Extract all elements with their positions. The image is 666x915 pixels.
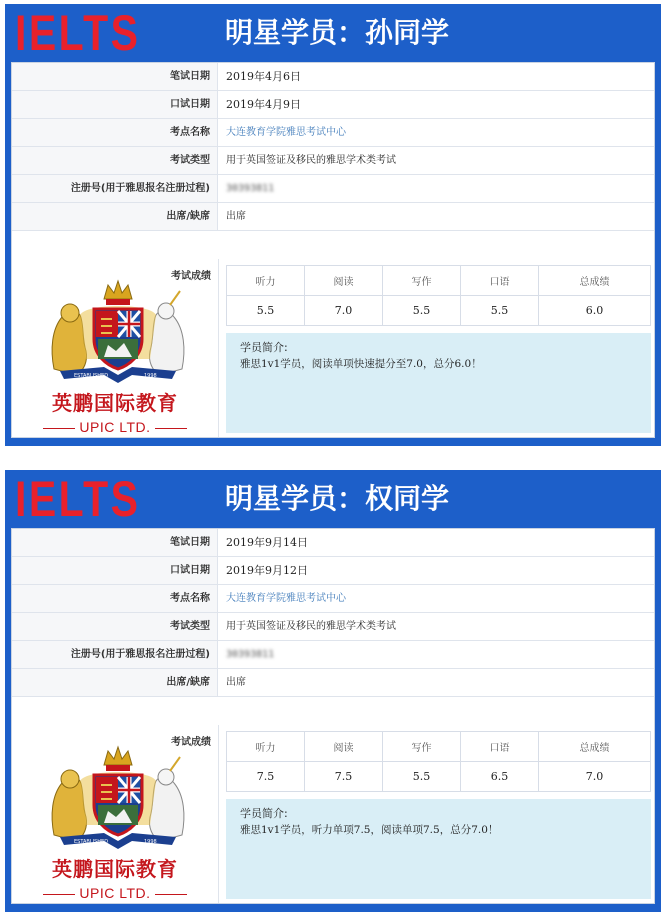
- scores-label: 考试成绩: [171, 271, 211, 282]
- row-reg-no: [12, 641, 654, 669]
- score-speaking: 5.5: [461, 296, 539, 326]
- reg-no-value: 30393811: [226, 183, 275, 194]
- written-date-label: 笔试日期: [12, 529, 218, 556]
- row-written-date: [12, 529, 654, 557]
- oral-date-label: 口试日期: [12, 557, 218, 584]
- row-venue: [12, 119, 654, 147]
- row-spacer: [12, 231, 654, 259]
- written-date-value: 2019年9月14日: [226, 536, 308, 549]
- school-name-en-text: UPIC LTD.: [79, 419, 151, 435]
- intro-label: 学员简介:: [240, 807, 288, 820]
- scores-header-row: [227, 266, 651, 296]
- score-writing: 5.5: [383, 296, 461, 326]
- score-sheet: [11, 528, 655, 904]
- crest-year: 1998: [144, 839, 157, 845]
- score-sheet: [11, 62, 655, 438]
- score-writing: 5.5: [383, 762, 461, 792]
- school-name-cn: 英鹏国际教育: [52, 857, 178, 881]
- score-reading: 7.0: [305, 296, 383, 326]
- crest-year: 1998: [144, 373, 157, 379]
- score-overall: 6.0: [539, 296, 651, 326]
- reg-no-value: 30393811: [226, 649, 275, 660]
- written-date-value: 2019年4月6日: [226, 70, 301, 83]
- score-reading: 7.5: [305, 762, 383, 792]
- exam-type-label: 考试类型: [12, 147, 218, 174]
- brand-column: [12, 259, 219, 437]
- student-title: 明星学员：孙同学: [225, 16, 450, 49]
- row-oral-date: [12, 557, 654, 585]
- ielts-logo: IELTS: [15, 5, 141, 61]
- oral-date-value: 2019年4月9日: [226, 98, 301, 111]
- score-header-listening: 听力: [227, 732, 305, 762]
- row-oral-date: [12, 91, 654, 119]
- scores-area: [12, 259, 654, 439]
- row-exam-type: [12, 613, 654, 641]
- oral-date-value: 2019年9月12日: [226, 564, 308, 577]
- attendance-label: 出席/缺席: [12, 669, 218, 696]
- exam-type-value: 用于英国签证及移民的雅思学术类考试: [226, 155, 396, 166]
- score-header-overall: 总成绩: [539, 266, 651, 296]
- row-exam-type: [12, 147, 654, 175]
- row-attendance: [12, 669, 654, 697]
- row-attendance: [12, 203, 654, 231]
- reg-no-label: 注册号(用于雅思报名注册过程): [12, 641, 218, 668]
- card-banner: [11, 470, 655, 528]
- score-header-reading: 阅读: [305, 732, 383, 762]
- score-header-writing: 写作: [383, 732, 461, 762]
- venue-label: 考点名称: [12, 585, 218, 612]
- school-name-en: [12, 419, 218, 435]
- reg-no-label: 注册号(用于雅思报名注册过程): [12, 175, 218, 202]
- scores-area: [12, 725, 654, 905]
- exam-type-label: 考试类型: [12, 613, 218, 640]
- score-header-listening: 听力: [227, 266, 305, 296]
- scores-header-row: [227, 732, 651, 762]
- attendance-label: 出席/缺席: [12, 203, 218, 230]
- score-overall: 7.0: [539, 762, 651, 792]
- crest-motto: ESTABLISHED: [74, 839, 109, 845]
- score-header-speaking: 口语: [461, 732, 539, 762]
- score-header-writing: 写作: [383, 266, 461, 296]
- score-listening: 7.5: [227, 762, 305, 792]
- student-title: 明星学员：权同学: [225, 482, 450, 515]
- score-speaking: 6.5: [461, 762, 539, 792]
- card-banner: [11, 4, 655, 62]
- school-name-en: [12, 885, 218, 901]
- ielts-logo: IELTS: [15, 471, 141, 527]
- row-spacer: [12, 697, 654, 725]
- row-reg-no: [12, 175, 654, 203]
- score-header-reading: 阅读: [305, 266, 383, 296]
- scores-value-row: [227, 296, 651, 326]
- crest-motto: ESTABLISHED: [74, 373, 109, 379]
- student-card-2: [5, 470, 661, 912]
- intro-label: 学员简介:: [240, 341, 288, 354]
- student-card-1: [5, 4, 661, 446]
- crest-icon: [46, 279, 190, 383]
- venue-link[interactable]: 大连教育学院雅思考试中心: [226, 127, 346, 138]
- student-intro: [226, 333, 651, 433]
- attendance-value: 出席: [226, 677, 246, 688]
- brand-column: [12, 725, 219, 903]
- exam-type-value: 用于英国签证及移民的雅思学术类考试: [226, 621, 396, 632]
- scores-table: [226, 731, 651, 792]
- school-name-en-text: UPIC LTD.: [79, 885, 151, 901]
- venue-label: 考点名称: [12, 119, 218, 146]
- row-venue: [12, 585, 654, 613]
- crest-icon: [46, 745, 190, 849]
- scores-table: [226, 265, 651, 326]
- scores-value-row: [227, 762, 651, 792]
- written-date-label: 笔试日期: [12, 63, 218, 90]
- intro-text: 雅思1v1学员，阅读单项快速提分至7.0，总分6.0！: [240, 358, 482, 370]
- oral-date-label: 口试日期: [12, 91, 218, 118]
- venue-link[interactable]: 大连教育学院雅思考试中心: [226, 593, 346, 604]
- intro-text: 雅思1v1学员，听力单项7.5，阅读单项7.5，总分7.0！: [240, 824, 499, 836]
- student-intro: [226, 799, 651, 899]
- score-header-overall: 总成绩: [539, 732, 651, 762]
- row-written-date: [12, 63, 654, 91]
- attendance-value: 出席: [226, 211, 246, 222]
- scores-label: 考试成绩: [171, 737, 211, 748]
- school-name-cn: 英鹏国际教育: [52, 391, 178, 415]
- score-listening: 5.5: [227, 296, 305, 326]
- score-header-speaking: 口语: [461, 266, 539, 296]
